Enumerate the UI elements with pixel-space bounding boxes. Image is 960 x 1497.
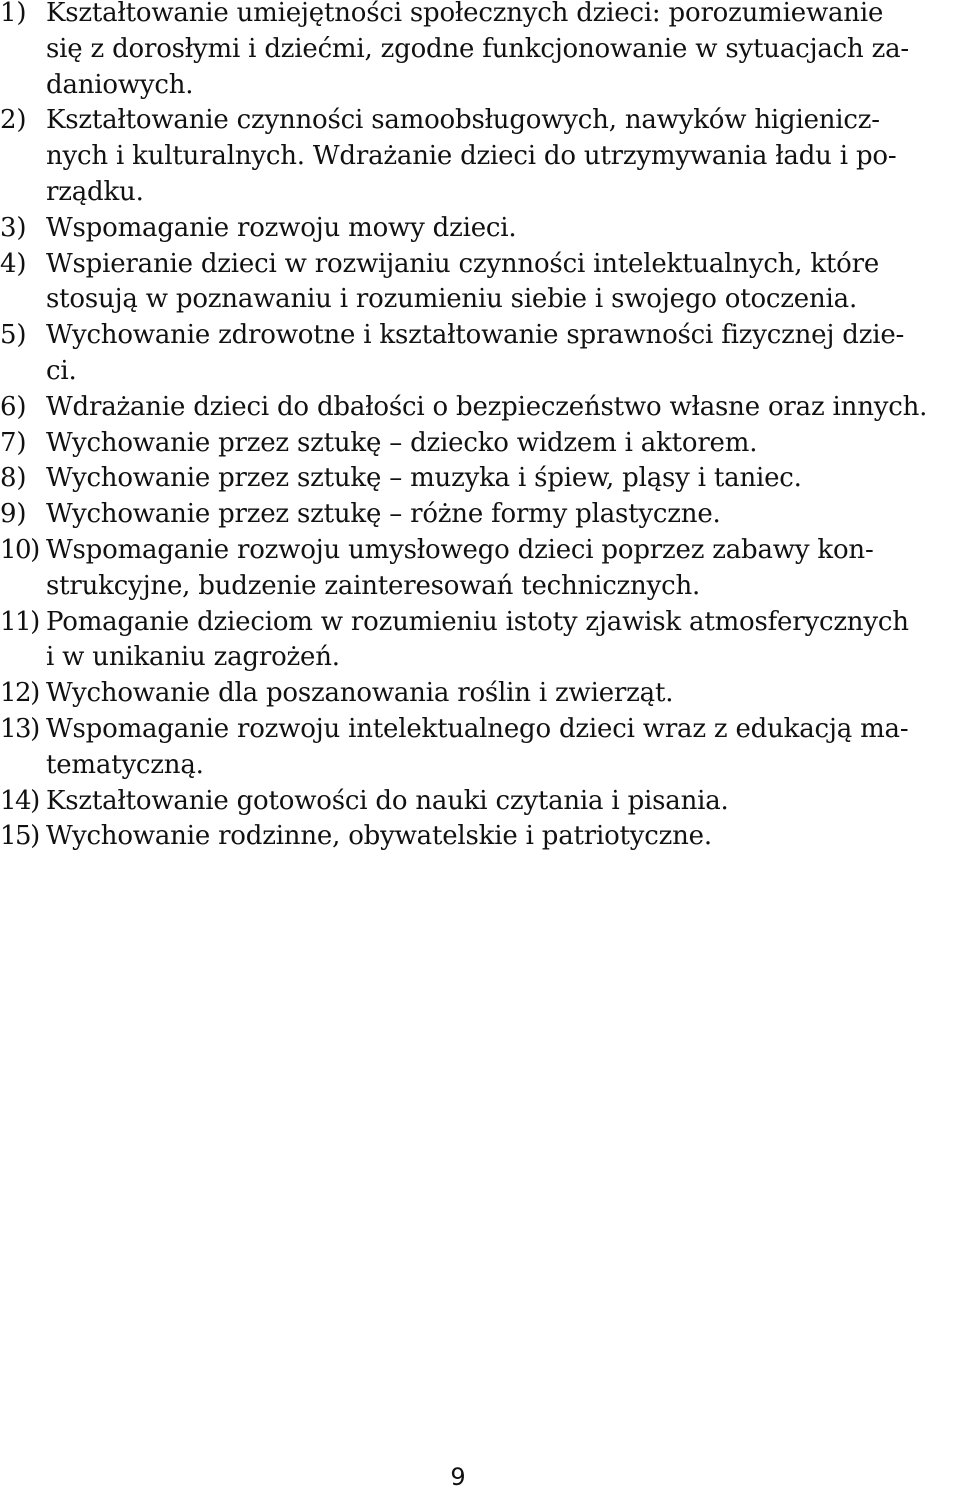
list-item [0, 605, 958, 677]
list-item-number: 8) [0, 463, 27, 494]
text-line: Wychowanie przez sztukę – różne formy plastyczne. [46, 499, 721, 530]
list-item-number: 4) [0, 248, 27, 279]
list-item-text [46, 819, 958, 855]
list-item-text [46, 426, 958, 462]
list-item-text [46, 712, 958, 784]
list-item [0, 533, 958, 605]
text-line: nych i kulturalnych. Wdrażanie dzieci do utrzymywania ładu i po- [46, 141, 897, 172]
list-item [0, 784, 958, 820]
list-item-number: 2) [0, 105, 27, 136]
list-item-text [46, 676, 958, 712]
list-item [0, 0, 958, 103]
list-item [0, 676, 958, 712]
list-item-text [46, 497, 958, 533]
list-item-text [46, 605, 958, 677]
text-line: tematyczną. [46, 749, 204, 780]
text-line: i w unikaniu zagrożeń. [46, 642, 340, 673]
text-line: Kształtowanie umiejętności społecznych dzieci: porozumiewanie [46, 0, 884, 28]
text-line: Wspieranie dzieci w rozwijaniu czynności intelektualnych, które [46, 248, 880, 279]
list-item-text [46, 390, 958, 426]
text-line: strukcyjne, budzenie zainteresowań technicznych. [46, 570, 701, 601]
list-item [0, 712, 958, 784]
text-line: Wspomaganie rozwoju mowy dzieci. [46, 212, 517, 243]
text-line: Wychowanie przez sztukę – muzyka i śpiew, pląsy i taniec. [46, 463, 802, 494]
text-line: Wychowanie rodzinne, obywatelskie i patriotyczne. [46, 821, 712, 852]
text-line: Pomaganie dzieciom w rozumieniu istoty zjawisk atmosferycznych [46, 606, 909, 637]
list-item-text [46, 533, 958, 605]
list-item-text [46, 247, 958, 319]
list-item-number: 5) [0, 320, 27, 351]
list-item-number: 12) [0, 678, 39, 709]
list-item-number: 10) [0, 534, 39, 565]
text-line: się z dorosłymi i dziećmi, zgodne funkcjonowanie w sytuacjach za- [46, 33, 910, 64]
list-item-number: 14) [0, 785, 39, 816]
text-line: rządku. [46, 176, 144, 207]
list-item [0, 819, 958, 855]
list-item-text [46, 211, 958, 247]
list-item-number: 11) [0, 606, 39, 637]
list-item [0, 390, 958, 426]
list-item [0, 497, 958, 533]
text-line: daniowych. [46, 69, 194, 100]
list-item-number: 3) [0, 212, 27, 243]
list-item-text [46, 318, 958, 390]
list-item-number: 6) [0, 391, 27, 422]
text-line: Kształtowanie gotowości do nauki czytania i pisania. [46, 785, 729, 816]
list-item-text [46, 784, 958, 820]
text-line: Wychowanie przez sztukę – dziecko widzem i aktorem. [46, 427, 758, 458]
list-item [0, 103, 958, 210]
text-line: Wspomaganie rozwoju umysłowego dzieci poprzez zabawy kon- [46, 534, 874, 565]
list-item-text [46, 461, 958, 497]
list-item-number: 9) [0, 499, 27, 530]
list-item-number: 1) [0, 0, 27, 28]
list-item [0, 211, 958, 247]
text-line: Kształtowanie czynności samoobsługowych, nawyków higienicz- [46, 105, 880, 136]
list-item [0, 461, 958, 497]
list-item [0, 426, 958, 462]
list-item-text [46, 103, 958, 210]
text-line: ci. [46, 355, 77, 386]
text-line: stosują w poznawaniu i rozumieniu siebie i swojego otoczenia. [46, 284, 858, 315]
list-item-text [46, 0, 958, 103]
list-item [0, 247, 958, 319]
list-item-number: 7) [0, 427, 27, 458]
text-line: Wdrażanie dzieci do dbałości o bezpieczeństwo własne oraz innych. [46, 391, 928, 422]
text-line: Wspomaganie rozwoju intelektualnego dzieci wraz z edukacją ma- [46, 713, 909, 744]
list-item-number: 13) [0, 713, 39, 744]
list-item [0, 318, 958, 390]
page-number: 9 [450, 1463, 466, 1491]
list-item-number: 15) [0, 821, 39, 852]
text-line: Wychowanie dla poszanowania roślin i zwierząt. [46, 678, 674, 709]
text-line: Wychowanie zdrowotne i kształtowanie sprawności fizycznej dzie- [46, 320, 905, 351]
